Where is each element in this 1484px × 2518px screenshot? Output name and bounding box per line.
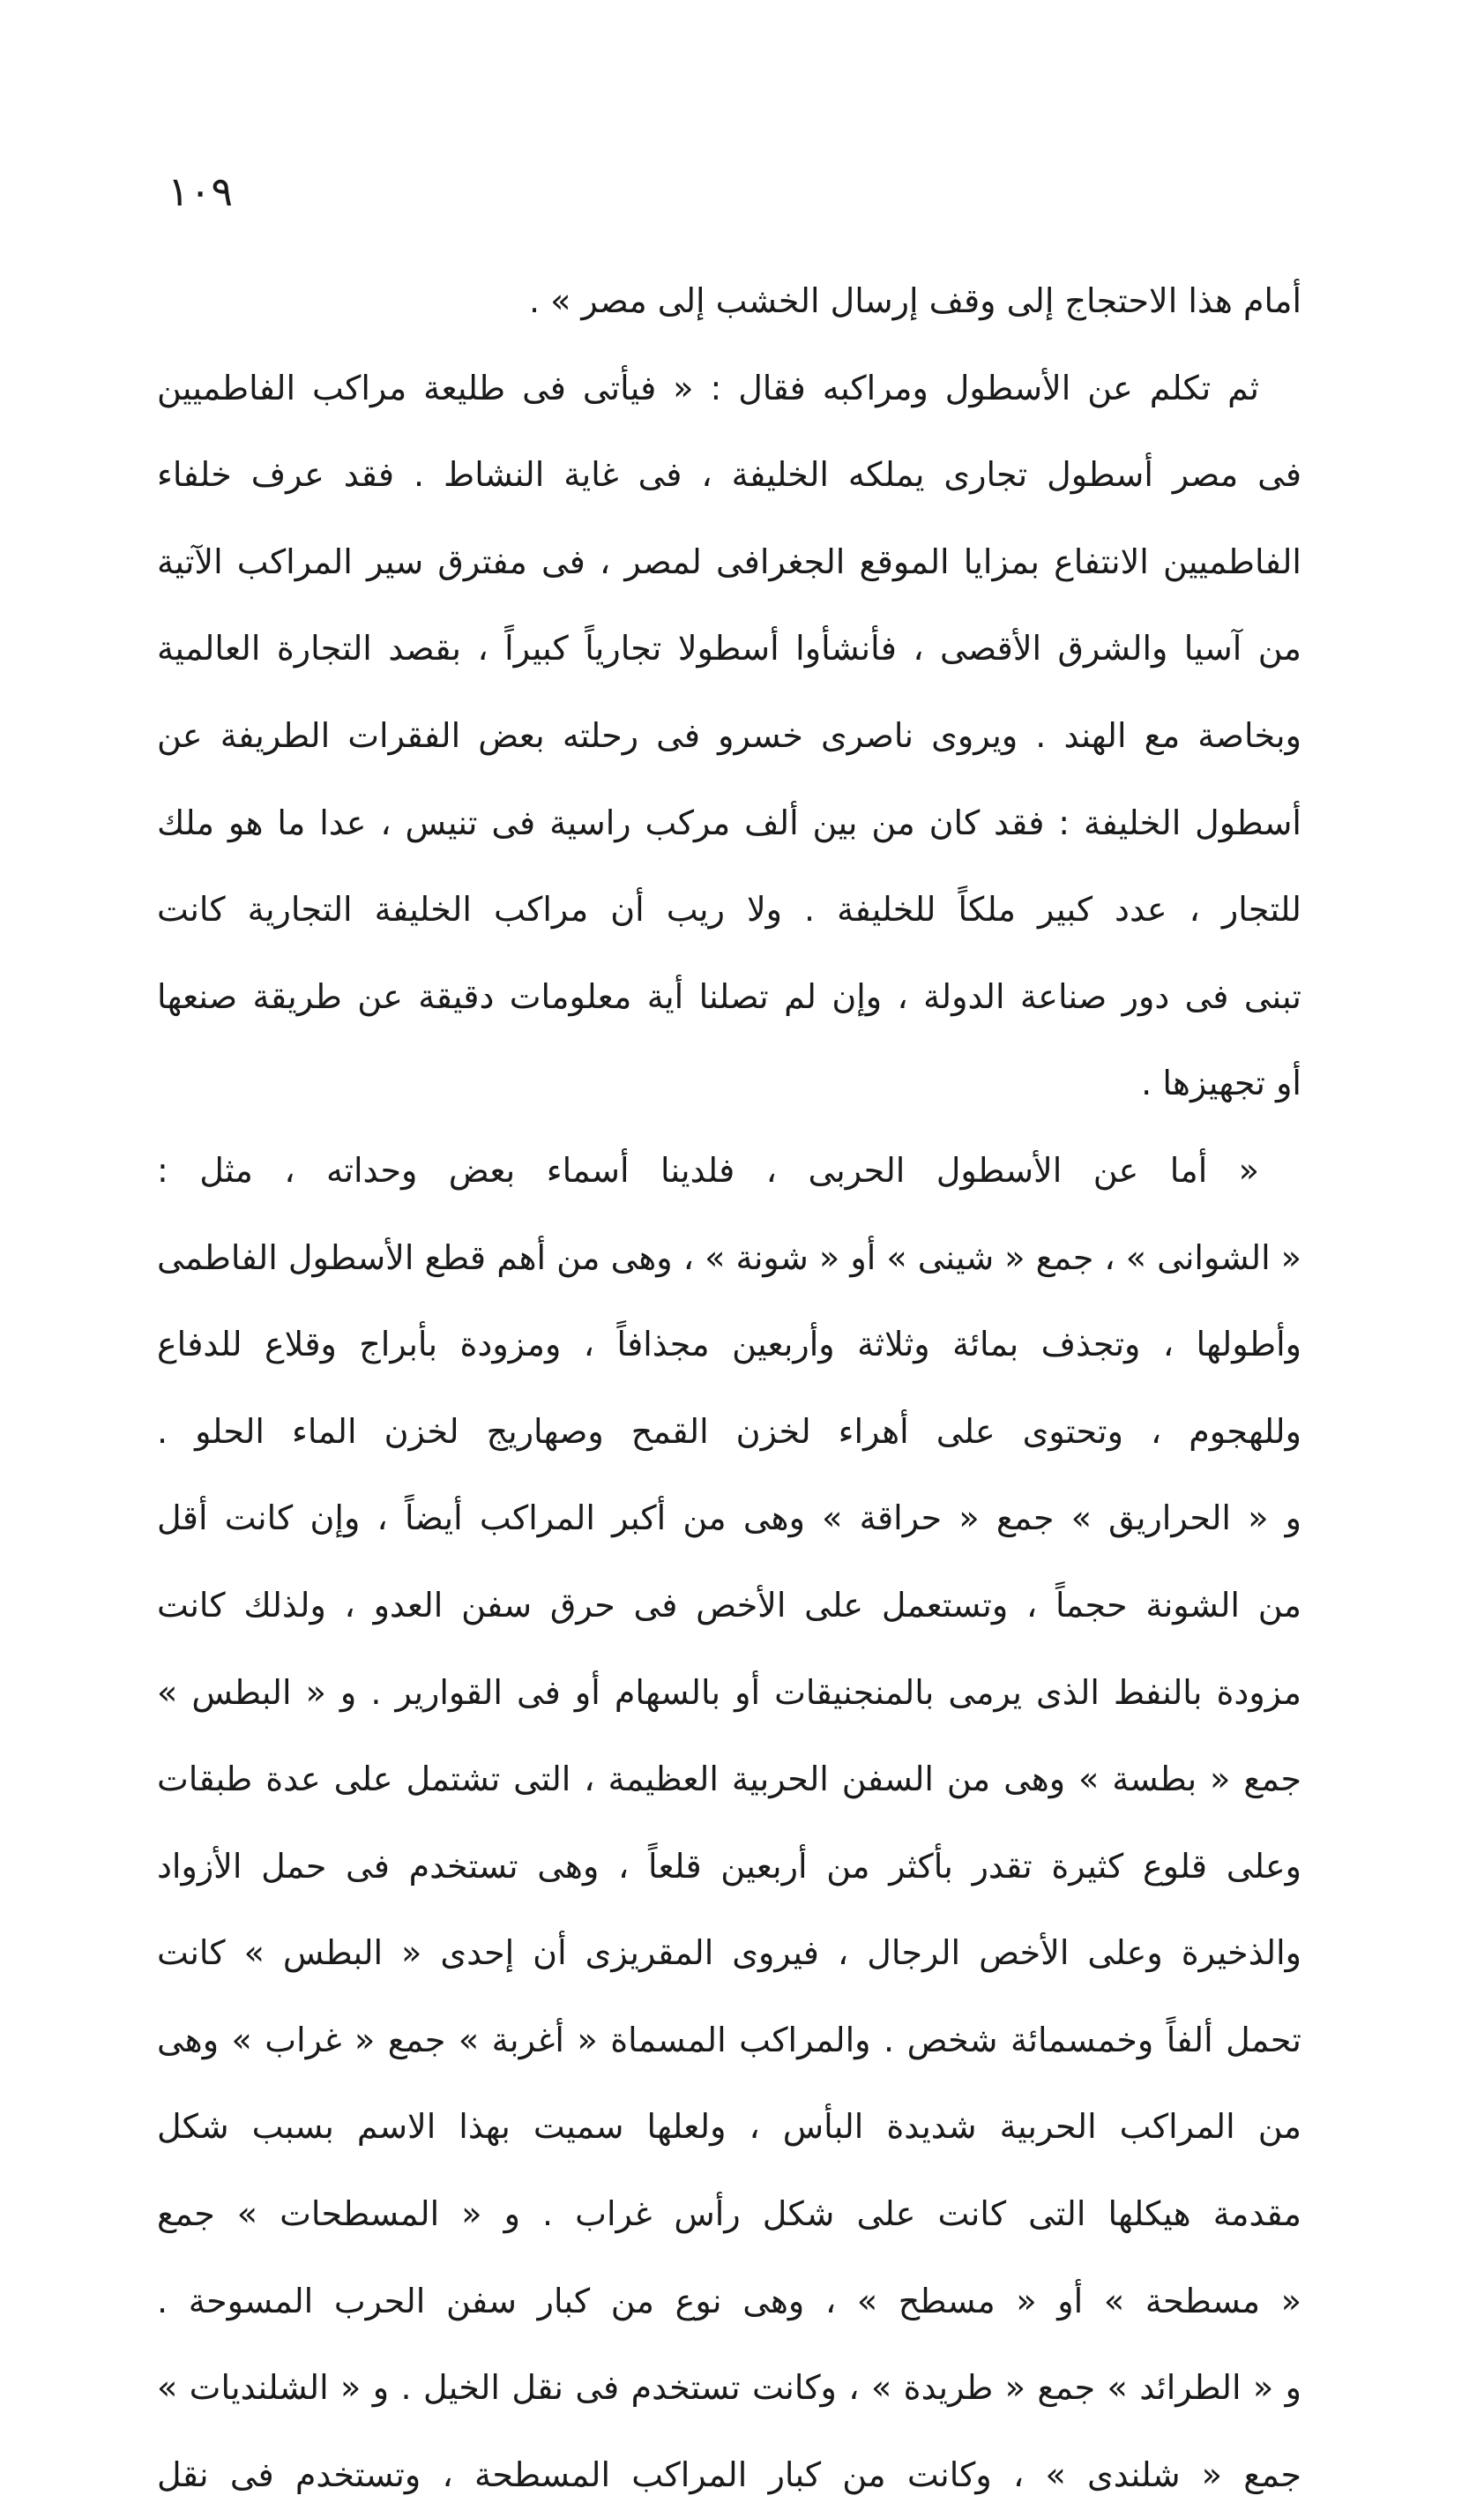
text-line: الفاطميين الانتفاع بمزايا الموقع الجغرافى لمصر ، فى مفترق سير المراكب الآتية <box>157 542 1301 581</box>
text-line: « مسطحة » أو « مسطح » ، وهى نوع من كبار سفن الحرب المسوحة . <box>157 2281 1301 2320</box>
text-line: ثم تكلم عن الأسطول ومراكبه فقال : « فيأتى فى طليعة مراكب الفاطميين <box>157 368 1259 407</box>
text-line: للتجار ، عدد كبير ملكاً للخليفة . ولا ريب أن مراكب الخليفة التجارية كانت <box>157 890 1301 930</box>
text-line: من آسيا والشرق الأقصى ، فأنشأوا أسطولا تجارياً كبيراً ، بقصد التجارة العالمية <box>157 629 1301 669</box>
body-text <box>157 258 1301 2518</box>
text-line: فى مصر أسطول تجارى يملكه الخليفة ، فى غاية النشاط . فقد عرف خلفاء <box>157 455 1301 495</box>
text-line: « أما عن الأسطول الحربى ، فلدينا أسماء بعض وحداته ، مثل : <box>157 1150 1259 1190</box>
text-line: أمام هذا الاحتجاج إلى وقف إرسال الخشب إلى مصر » . <box>528 281 1301 320</box>
text-line: جمع « بطسة » وهى من السفن الحربية العظيمة ، التى تشتمل على عدة طبقات <box>157 1760 1301 1799</box>
text-line: مقدمة هيكلها التى كانت على شكل رأس غراب . و « المسطحات » جمع <box>157 2194 1301 2234</box>
text-line: وعلى قلوع كثيرة تقدر بأكثر من أربعين قلعاً ، وهى تستخدم فى حمل الأزواد <box>157 1846 1301 1886</box>
text-line: تحمل ألفاً وخمسمائة شخص . والمراكب المسماة « أغربة » جمع « غراب » وهى <box>157 2020 1301 2059</box>
text-line: وللهجوم ، وتحتوى على أهراء لخزن القمح وصهاريج لخزن الماء الحلو . <box>157 1411 1301 1451</box>
text-line: و « الحراريق » جمع « حراقة » وهى من أكبر المراكب أيضاً ، وإن كانت أقل <box>157 1498 1301 1538</box>
text-line: أو تجهيزها . <box>1141 1064 1301 1103</box>
text-line: وأطولها ، وتجذف بمائة وثلاثة وأربعين مجذافاً ، ومزودة بأبراج وقلاع للدفاع <box>157 1325 1301 1364</box>
text-line: تبنى فى دور صناعة الدولة ، وإن لم تصلنا أية معلومات دقيقة عن طريقة صنعها <box>157 976 1301 1016</box>
text-line: من المراكب الحربية شديدة البأس ، ولعلها سميت بهذا الاسم بسبب شكل <box>157 2107 1301 2147</box>
text-line: « الشوانى » ، جمع « شينى » أو « شونة » ، وهى من أهم قطع الأسطول الفاطمى <box>157 1237 1301 1277</box>
text-line: مزودة بالنفط الذى يرمى بالمنجنيقات أو بالسهام أو فى القوارير . و « البطس » <box>157 1672 1301 1712</box>
text-line: أسطول الخليفة : فقد كان من بين ألف مركب راسية فى تنيس ، عدا ما هو ملك <box>157 803 1301 842</box>
text-line: و « الطرائد » جمع « طريدة » ، وكانت تستخدم فى نقل الخيل . و « الشلنديات » <box>157 2368 1301 2408</box>
page-number: ١٠٩ <box>168 168 234 215</box>
text-line: والذخيرة وعلى الأخص الرجال ، فيروى المقريزى أن إحدى « البطس » كانت <box>157 1933 1301 1973</box>
text-line: جمع « شلندى » ، وكانت من كبار المراكب المسطحة ، وتستخدم فى نقل <box>157 2454 1301 2494</box>
text-line: وبخاصة مع الهند . ويروى ناصرى خسرو فى رحلته بعض الفقرات الطريفة عن <box>157 715 1301 755</box>
text-line: من الشونة حجماً ، وتستعمل على الأخص فى حرق سفن العدو ، ولذلك كانت <box>157 1585 1301 1625</box>
